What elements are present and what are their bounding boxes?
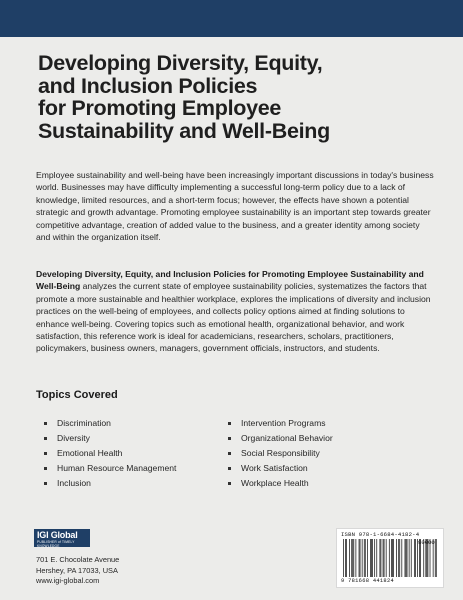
barcode-bar [423, 539, 424, 577]
barcode-bar [360, 539, 361, 577]
isbn-barcode [336, 528, 444, 588]
barcode-bar [405, 539, 406, 577]
barcode-bar [420, 539, 421, 577]
barcode-bar [399, 539, 400, 577]
topic-label: Discrimination [57, 418, 111, 428]
barcode-bar [392, 539, 393, 577]
barcode-bar [391, 539, 392, 577]
barcode-bar [356, 539, 357, 577]
barcode-bar [343, 539, 344, 577]
barcode-bar [371, 539, 372, 577]
bullet-icon [44, 437, 47, 440]
topic-item [228, 461, 333, 476]
barcode-bar [384, 539, 385, 577]
title-line: and Inclusion Policies [38, 73, 258, 98]
barcode-bar [374, 539, 375, 577]
barcode-bar [406, 539, 407, 577]
publisher-logo [34, 529, 90, 547]
barcode-bar [417, 539, 418, 577]
topic-label: Human Resource Management [57, 463, 177, 473]
barcode-bar [370, 539, 371, 577]
barcode-bar [346, 539, 347, 577]
barcode-bar [415, 539, 416, 577]
topic-item [228, 416, 333, 431]
barcode-bar [386, 539, 387, 577]
barcode-bar [435, 539, 436, 577]
bullet-icon [228, 422, 231, 425]
barcode-bar [372, 539, 373, 577]
description-paragraph-2 [36, 268, 434, 355]
topic-label: Social Responsibility [241, 448, 320, 458]
topic-item [44, 416, 176, 431]
barcode-bar [362, 539, 363, 577]
description-text: analyzes the current state of employee sustainability policies, systematizes the factors that promote a more sustainable and healthier workplace, explores the implications of diversity and inclusion practices on the well-being of employees, and collects policy options aimed at finding solutions to enhance well-being. Covering topics such as emotional health, organizational behavior, and work satisfaction, this reference work is ideal for academicians, researchers, scholars, practitioners, policymakers, business owners, managers, government officials, instructors, and students. [36, 281, 431, 354]
publisher-website: www.igi-global.com [36, 576, 100, 586]
barcode-bar [419, 539, 420, 577]
barcode-bar [383, 539, 384, 577]
bullet-icon [228, 467, 231, 470]
publisher-address [36, 555, 119, 587]
title-line: Sustainability and Well-Being [38, 118, 330, 143]
barcode-bar [414, 539, 415, 577]
barcode-bar [367, 539, 368, 577]
topics-list-right [228, 416, 333, 491]
barcode-bar [436, 539, 437, 577]
topics-list-left [44, 416, 176, 491]
bullet-icon [228, 482, 231, 485]
topic-item [228, 476, 333, 491]
barcode-bar [380, 539, 381, 577]
description-bold-title: Developing Diversity, Equity, and Inclusion Policies for Promoting Employee Sustainability and Well-Being [36, 269, 424, 292]
topic-item [44, 446, 176, 461]
barcode-bar [352, 539, 353, 577]
topic-item [228, 446, 333, 461]
barcode-bar [389, 539, 390, 577]
barcode-bar [345, 539, 346, 577]
top-color-band [0, 0, 463, 37]
barcode-bar [411, 539, 412, 577]
topics-heading: Topics Covered [36, 389, 118, 401]
barcode-bar [407, 539, 408, 577]
bullet-icon [228, 452, 231, 455]
bullet-icon [44, 422, 47, 425]
topic-item [44, 431, 176, 446]
topic-item [44, 461, 176, 476]
barcode-bar [353, 539, 354, 577]
barcode-bar [376, 539, 377, 577]
bullet-icon [44, 482, 47, 485]
barcode-bar [351, 539, 352, 577]
barcode-bar [381, 539, 382, 577]
topic-item [228, 431, 333, 446]
bullet-icon [228, 437, 231, 440]
barcode-bar [398, 539, 399, 577]
barcode-digits: 9 781668 441824 [341, 578, 395, 584]
description-paragraph-1: Employee sustainability and well-being have been increasingly important discussions in today's business world. Businesses may have difficulty implementing a successful long-term policy due to a lack of knowledge, limited resources, and a short-term focus; however, the effects have shown a potential strategic and growth advantage. Promoting employee sustainability is an important step towards greater competitive advantage, creation of added value to the business, and a greater identity among society and within the organization itself. [36, 170, 434, 243]
barcode-bar [396, 539, 397, 577]
barcode-bar [430, 539, 431, 577]
address-line: Hershey, PA 17033, USA [36, 565, 118, 575]
topic-label: Intervention Programs [241, 418, 326, 428]
topic-label: Emotional Health [57, 448, 123, 458]
barcode-bar [425, 539, 426, 577]
topic-label: Work Satisfaction [241, 463, 308, 473]
logo-text: IGI Global [37, 530, 78, 540]
address-line: 701 E. Chocolate Avenue [36, 555, 120, 564]
barcode-bar [409, 539, 410, 577]
book-title [38, 52, 438, 142]
barcode-bar [365, 539, 366, 577]
barcode-bar [433, 539, 434, 577]
bullet-icon [44, 467, 47, 470]
barcode-bar [428, 539, 429, 577]
logo-tagline: PUBLISHER of TIMELY KNOWLEDGE [37, 540, 75, 548]
price-code: 90000 [418, 539, 435, 546]
title-line: Developing Diversity, Equity, [38, 51, 323, 75]
barcode-bars [343, 539, 437, 577]
back-cover [0, 37, 463, 600]
topic-label: Organizational Behavior [241, 433, 333, 443]
barcode-bar [427, 539, 428, 577]
topic-item [44, 476, 176, 491]
barcode-bar [349, 539, 350, 577]
barcode-bar [364, 539, 365, 577]
topic-label: Diversity [57, 433, 90, 443]
isbn-text: ISBN 978-1-6684-4182-4 [341, 531, 420, 538]
barcode-bar [401, 539, 402, 577]
barcode-bar [393, 539, 394, 577]
topic-label: Inclusion [57, 478, 91, 488]
barcode-bar [359, 539, 360, 577]
title-line: for Promoting Employee [38, 96, 282, 120]
bullet-icon [44, 452, 47, 455]
topic-label: Workplace Health [241, 478, 309, 488]
